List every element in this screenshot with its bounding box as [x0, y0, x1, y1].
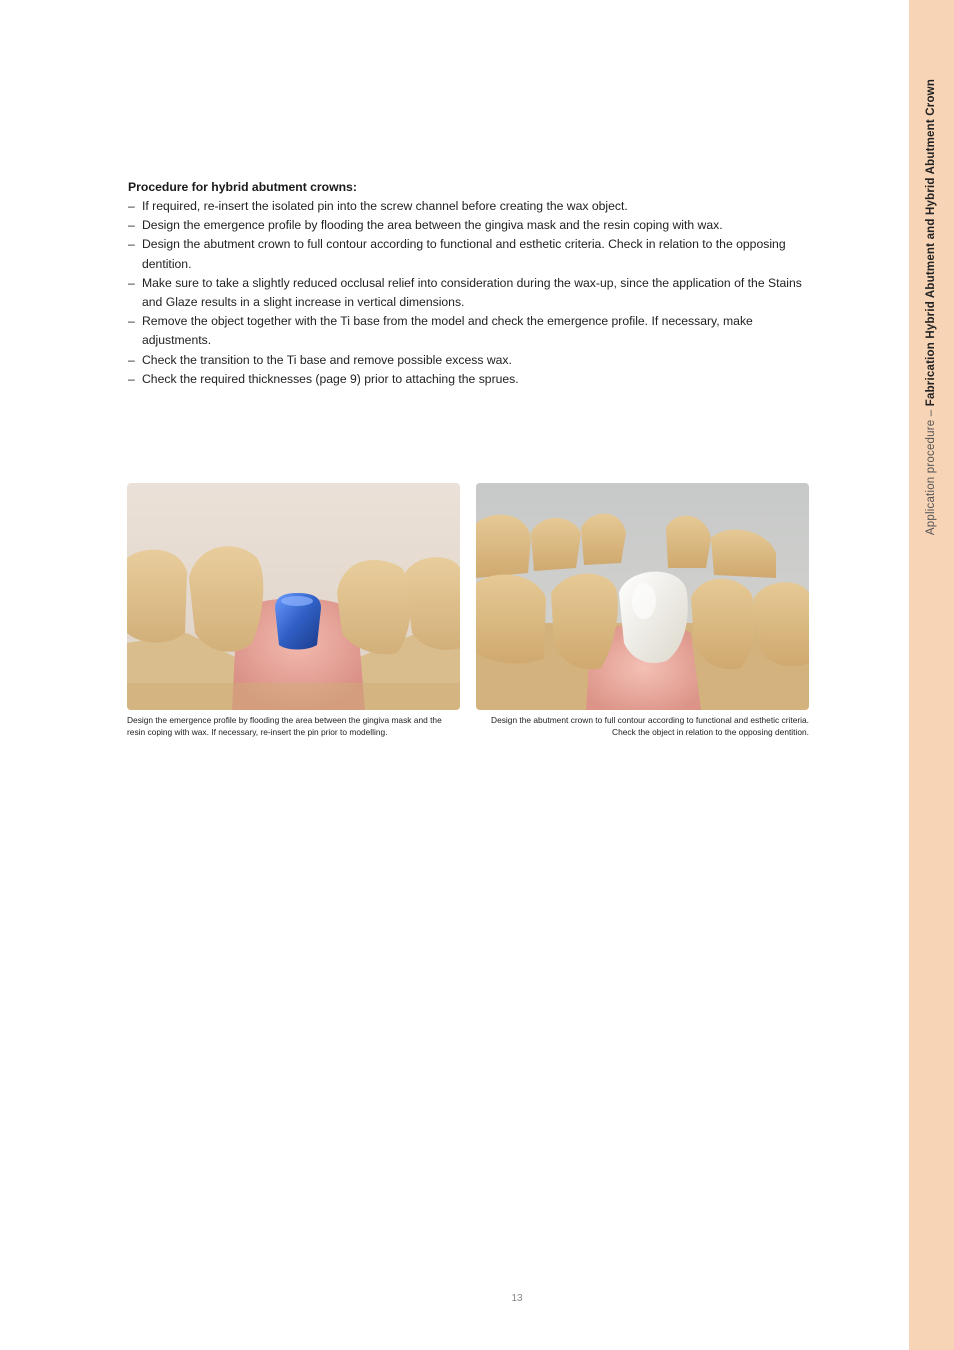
section-title	[923, 47, 939, 567]
procedure-heading: Procedure for hybrid abutment crowns:	[128, 180, 357, 194]
procedure-step: – Make sure to take a slightly reduced occlusal relief into consideration during the wax-up, since the application of the Stains and Glaze results in a slight increase in vertical dimensions.	[128, 274, 808, 312]
page-number: 13	[511, 1293, 523, 1304]
procedure-step: – Check the transition to the Ti base and remove possible excess wax.	[128, 351, 808, 370]
figure-abutment-crown-photo	[476, 483, 809, 710]
procedure-section	[128, 178, 808, 389]
procedure-step: – Design the abutment crown to full contour according to functional and esthetic criteria. Check in relation to the opposing dentition.	[128, 235, 808, 273]
procedure-step: – Design the emergence profile by flooding the area between the gingiva mask and the resin coping with wax.	[128, 216, 808, 235]
procedure-step: – Remove the object together with the Ti base from the model and check the emergence profile. If necessary, make adjustments.	[128, 312, 808, 350]
figure-emergence-profile-caption: Design the emergence profile by flooding the area between the gingiva mask and the resin coping with wax. If necessary, re-insert the pin prior to modelling.	[127, 715, 442, 737]
procedure-steps	[128, 197, 808, 389]
procedure-step: – If required, re-insert the isolated pin into the screw channel before creating the wax object.	[128, 197, 808, 216]
section-title-main: Fabrication Hybrid Abutment and Hybrid Abutment Crown	[925, 78, 937, 407]
procedure-step: – Check the required thicknesses (page 9) prior to attaching the sprues.	[128, 370, 808, 389]
figure-emergence-profile-photo	[127, 483, 460, 710]
section-title-prefix: Application procedure –	[925, 406, 937, 536]
figure-abutment-crown-caption: Design the abutment crown to full contour according to functional and esthetic criteria. Check the object in relation to the opposing dentition.	[491, 715, 809, 737]
